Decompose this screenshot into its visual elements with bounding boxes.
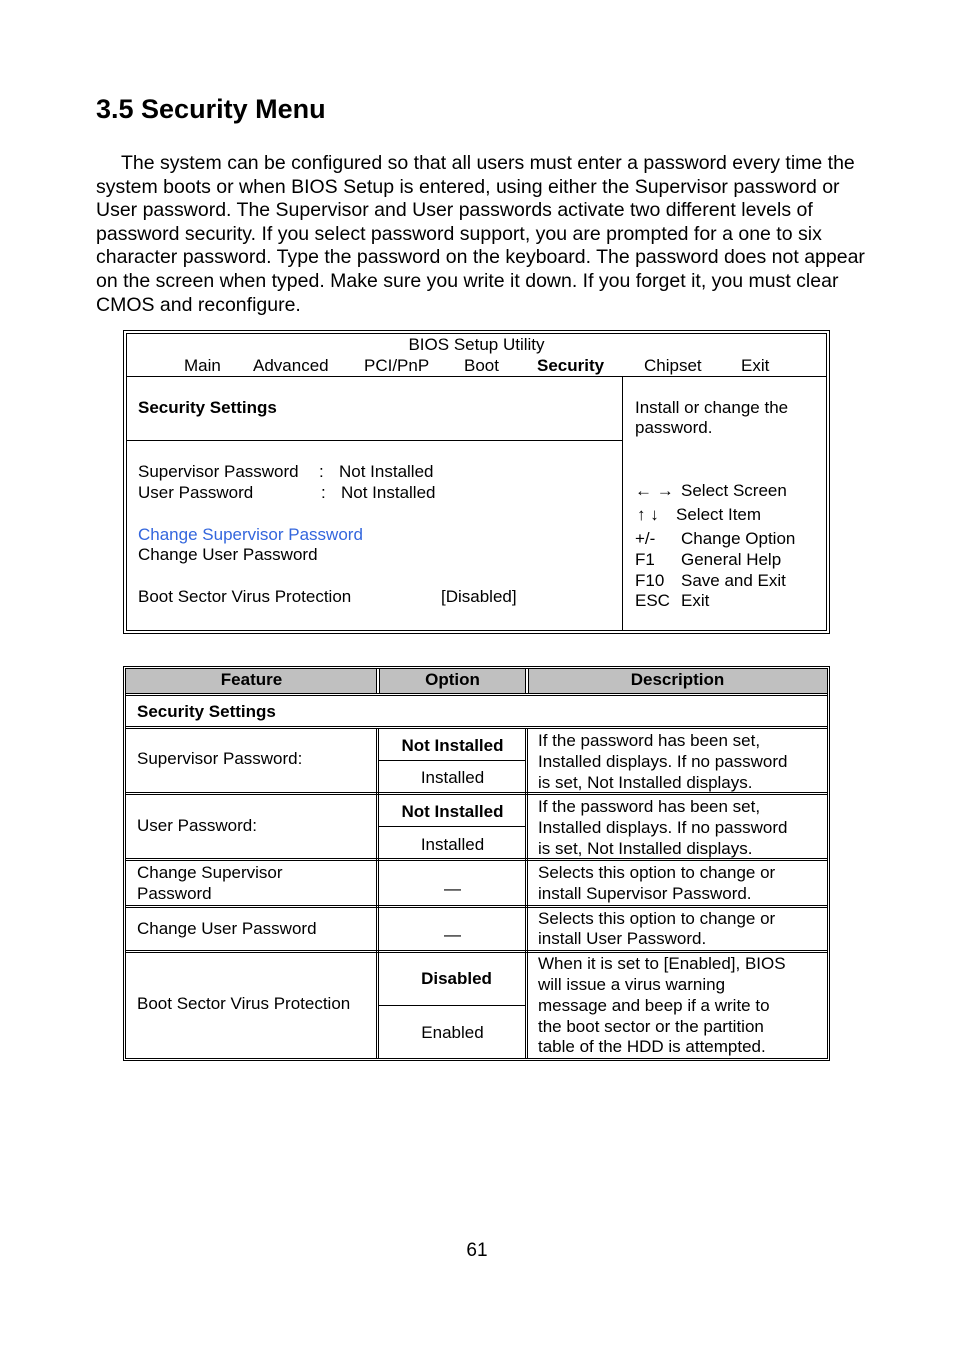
row-boot-sector-desc-3: message and beep if a write to xyxy=(538,996,770,1015)
bios-title: BIOS Setup Utility xyxy=(408,335,545,354)
menu-main[interactable]: Main xyxy=(184,356,221,375)
key-exit-action: Exit xyxy=(681,591,710,610)
user-password-value: Not Installed xyxy=(341,483,436,502)
row-user-desc-2: Installed displays. If no password xyxy=(538,818,788,837)
key-select-screen-action: Select Screen xyxy=(681,481,787,500)
row-supervisor-option-default: Not Installed xyxy=(401,736,504,755)
row-divider-2b xyxy=(125,860,828,861)
key-save-exit-action: Save and Exit xyxy=(681,571,786,590)
row-change-user-feature: Change User Password xyxy=(137,919,317,938)
menu-pcipnp[interactable]: PCI/PnP xyxy=(364,356,430,375)
row-supervisor-desc-2: Installed displays. If no password xyxy=(538,752,788,771)
row-boot-sector-desc-2: will issue a virus warning xyxy=(538,975,726,994)
supervisor-password-value: Not Installed xyxy=(339,462,434,481)
row-supervisor-feature: Supervisor Password: xyxy=(137,749,303,768)
boot-sector-virus-protection-value[interactable]: [Disabled] xyxy=(441,587,517,606)
col-sep-2b xyxy=(527,728,528,1059)
bios-screen xyxy=(123,330,830,634)
bios-frame xyxy=(126,333,827,631)
row-user-option-default: Not Installed xyxy=(401,802,504,821)
row-divider-4a xyxy=(125,950,828,951)
key-select-item-action: Select Item xyxy=(676,505,762,524)
header-divider-1 xyxy=(125,693,828,694)
row-boot-sector-feature: Boot Sector Virus Protection xyxy=(137,994,351,1013)
help-text-line1: Install or change the xyxy=(635,398,789,417)
row-user-feature: User Password: xyxy=(137,816,257,835)
page-heading: 3.5 Security Menu xyxy=(96,94,326,124)
row-change-supervisor-feature-2: Password xyxy=(137,884,212,903)
row-user-desc-3: is set, Not Installed displays. xyxy=(538,839,753,858)
supervisor-password-label: Supervisor Password xyxy=(138,462,299,481)
key-save-exit: F10 xyxy=(635,571,665,590)
row-change-supervisor-feature-1: Change Supervisor xyxy=(137,863,283,882)
row-boot-sector-option-divider xyxy=(378,1005,526,1006)
section-divider-2 xyxy=(125,728,828,729)
key-exit: ESC xyxy=(635,591,670,610)
header-option: Option xyxy=(425,670,480,689)
row-boot-sector-option-alt: Enabled xyxy=(421,1023,484,1042)
key-general-help: F1 xyxy=(635,550,655,569)
row-change-user-desc-1: Selects this option to change or xyxy=(538,909,776,928)
row-change-user-desc-2: install User Password. xyxy=(538,929,707,948)
feature-table xyxy=(123,666,830,1061)
menu-advanced[interactable]: Advanced xyxy=(253,356,329,375)
section-divider xyxy=(127,440,622,441)
row-user-desc-1: If the password has been set, xyxy=(538,797,761,816)
page-number: 61 xyxy=(466,1240,488,1261)
menu-chipset[interactable]: Chipset xyxy=(644,356,702,375)
intro-paragraph: The system can be configured so that all users must enter a password every time the system boots or when BIOS Setup is entered, using either the Supervisor password or User password. The Supervisor and User passwords activate two different levels of password security. If you select password support, you are prompted for a one to six character password. Type the password on the keyboard. The password does not appear on the screen when typed. Make sure you write it down. If you forget it, you must clear CMOS and reconfigure. xyxy=(96,152,865,316)
key-select-screen: ← → xyxy=(635,481,674,500)
change-supervisor-password-item[interactable]: Change Supervisor Password xyxy=(138,525,363,544)
row-user-option-divider xyxy=(378,826,526,827)
key-change-option: +/- xyxy=(635,529,656,548)
table-section-title: Security Settings xyxy=(137,702,276,721)
row-user-option-alt: Installed xyxy=(420,835,485,854)
key-change-option-action: Change Option xyxy=(681,529,796,548)
key-general-help-action: General Help xyxy=(681,550,782,569)
menu-exit[interactable]: Exit xyxy=(741,356,770,375)
header-feature: Feature xyxy=(220,670,283,689)
key-select-item: ↑ ↓ xyxy=(637,505,659,524)
row-supervisor-option-alt: Installed xyxy=(420,768,485,787)
row-divider-3a xyxy=(125,905,828,906)
row-boot-sector-desc-1: When it is set to [Enabled], BIOS xyxy=(538,954,786,973)
row-change-user-option: — xyxy=(444,925,461,944)
help-divider xyxy=(622,376,623,630)
row-supervisor-desc-1: If the password has been set, xyxy=(538,731,761,750)
menu-security[interactable]: Security xyxy=(537,356,605,375)
bios-menu-bar xyxy=(127,356,826,376)
row-boot-sector-desc-5: table of the HDD is attempted. xyxy=(538,1037,766,1056)
header-divider-2 xyxy=(125,695,828,696)
row-supervisor-desc-3: is set, Not Installed displays. xyxy=(538,773,753,792)
row-divider-1b xyxy=(125,794,828,795)
row-divider-1a xyxy=(125,792,828,793)
change-user-password-item[interactable]: Change User Password xyxy=(138,545,318,564)
section-divider-1 xyxy=(125,726,828,727)
row-divider-3b xyxy=(125,907,828,908)
menu-boot[interactable]: Boot xyxy=(464,356,499,375)
row-boot-sector-desc-4: the boot sector or the partition xyxy=(538,1017,764,1036)
row-divider-4b xyxy=(125,952,828,953)
header-description: Description xyxy=(630,670,725,689)
row-boot-sector-option-default: Disabled xyxy=(421,969,492,988)
user-password-sep: : xyxy=(321,483,326,502)
row-change-supervisor-desc-1: Selects this option to change or xyxy=(538,863,776,882)
row-change-supervisor-option: — xyxy=(444,879,461,898)
bios-section-title: Security Settings xyxy=(138,398,277,417)
row-divider-2a xyxy=(125,858,828,859)
boot-sector-virus-protection-label: Boot Sector Virus Protection xyxy=(138,587,352,606)
supervisor-password-sep: : xyxy=(319,462,324,481)
row-supervisor-option-divider xyxy=(378,760,526,761)
row-change-supervisor-desc-2: install Supervisor Password. xyxy=(538,884,752,903)
menu-divider xyxy=(127,376,826,377)
user-password-label: User Password xyxy=(138,483,254,502)
col-sep-1a xyxy=(376,728,377,1059)
help-text-line2: password. xyxy=(635,418,713,437)
